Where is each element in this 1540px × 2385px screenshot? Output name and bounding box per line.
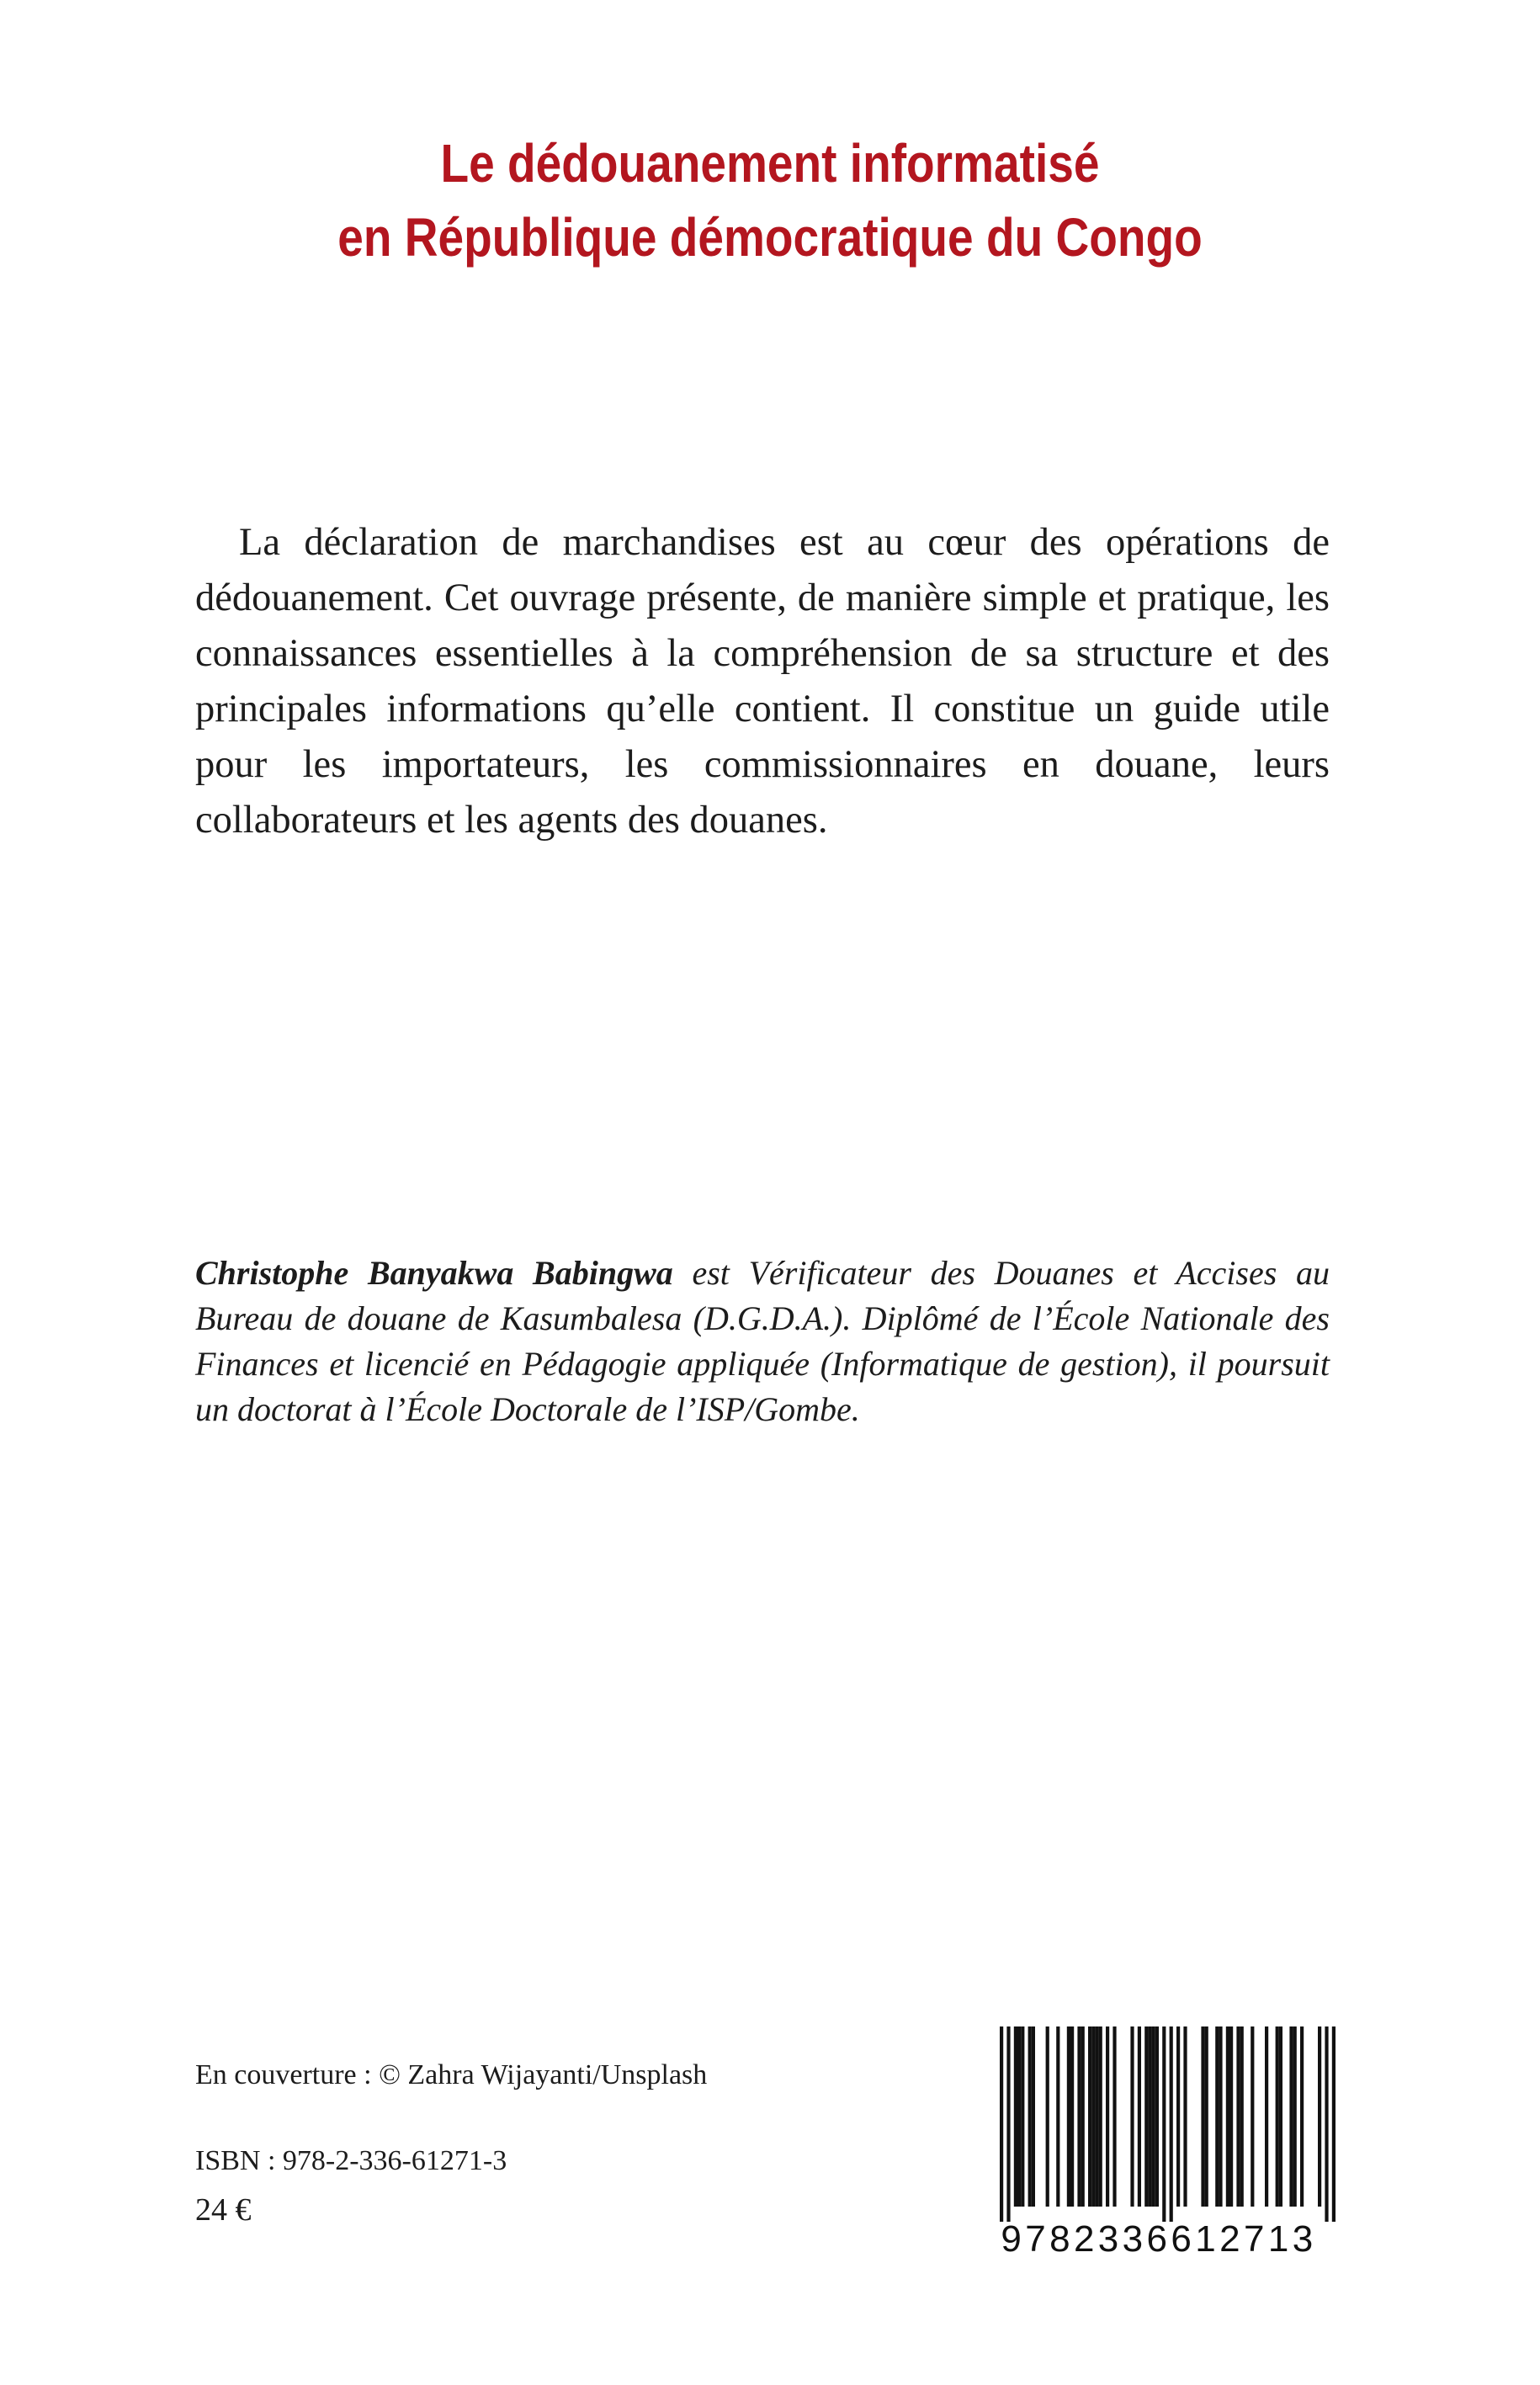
barcode-bar: [1215, 2026, 1219, 2207]
barcode-bar: [1276, 2026, 1279, 2207]
barcode-bar: [1251, 2026, 1254, 2207]
barcode-bar: [1155, 2026, 1159, 2207]
barcode-bar: [1106, 2026, 1109, 2207]
barcode-bar: [1014, 2026, 1017, 2207]
cover-photo-credit: En couverture : © Zahra Wijayanti/Unsplash: [195, 2059, 708, 2090]
barcode-bar: [1028, 2026, 1032, 2207]
barcode-bar: [1130, 2026, 1134, 2207]
barcode-bar: [1091, 2026, 1095, 2207]
barcode-bar: [1070, 2026, 1074, 2207]
barcode-bar: [1081, 2026, 1085, 2207]
barcode-bar: [1318, 2026, 1321, 2207]
barcode-bar: [1162, 2026, 1166, 2222]
barcode-bar: [1046, 2026, 1049, 2207]
barcode-bar: [1077, 2026, 1081, 2207]
price: 24 €: [195, 2192, 252, 2228]
book-summary: La déclaration de marchandises est au cœur des opérations de dédouanement. Cet ouvrage présente, de manière simple et pratique, les connaissances essentielles à la compréhension de sa structure et des principales informations qu’elle contient. Il constitue un guide utile pour les importateurs, les commissionnaires en douane, leurs collaborateurs et les agents des douanes.: [195, 521, 1330, 842]
barcode-bar: [1176, 2026, 1180, 2207]
barcode-bar: [1236, 2026, 1240, 2207]
barcode-bar: [1006, 2026, 1010, 2222]
barcode-bar: [1144, 2026, 1148, 2207]
author-bio: [195, 1251, 1330, 1432]
barcode-bar: [1148, 2026, 1151, 2207]
barcode-bar: [1138, 2026, 1141, 2207]
barcode-bar: [1032, 2026, 1035, 2207]
book-title-line-2: en République démocratique du Congo: [337, 207, 1203, 268]
barcode-bar: [1332, 2026, 1336, 2222]
author-name: Christophe Banyakwa Babingwa: [195, 1254, 673, 1292]
barcode-bar: [1300, 2026, 1304, 2207]
barcode-digits: 9782336612713: [1001, 2218, 1317, 2260]
barcode-bar: [1205, 2026, 1208, 2207]
book-title-line-1: Le dédouanement informatisé: [440, 133, 1100, 194]
barcode-bar: [1201, 2026, 1204, 2207]
author-bio-text: est Vérificateur des Douanes et Accises au Bureau de douane de Kasumbalesa (D.G.D.A.). Diplômé de l’École Nationale des Finances et licencié en Pédagogie appliquée (Informatique de gestion), il poursuit un doctorat à l’École Doctorale de l’ISP/Gombe.: [195, 1254, 1330, 1428]
barcode-bar: [1219, 2026, 1222, 2207]
barcode-bar: [1021, 2026, 1024, 2207]
barcode-bar: [1240, 2026, 1244, 2207]
barcode-bar: [1017, 2026, 1021, 2207]
barcode-bar: [1229, 2026, 1233, 2207]
barcode-bar: [1279, 2026, 1282, 2207]
barcode-bar: [1289, 2026, 1293, 2207]
barcode-bars: [974, 2026, 1343, 2222]
barcode-bar: [1152, 2026, 1155, 2207]
book-title: [108, 126, 1432, 274]
isbn: ISBN : 978-2-336-61271-3: [195, 2145, 507, 2176]
barcode-bar: [1056, 2026, 1059, 2207]
barcode-bar: [1088, 2026, 1091, 2207]
barcode-bar: [1170, 2026, 1173, 2222]
barcode: [974, 2026, 1343, 2262]
barcode-bar: [1099, 2026, 1102, 2207]
barcode-bar: [1265, 2026, 1268, 2207]
barcode-bar: [1000, 2026, 1003, 2222]
barcode-bar: [1226, 2026, 1229, 2207]
barcode-bar: [1067, 2026, 1070, 2207]
barcode-bar: [1183, 2026, 1187, 2207]
barcode-bar: [1095, 2026, 1098, 2207]
barcode-bar: [1293, 2026, 1297, 2207]
barcode-bar: [1113, 2026, 1116, 2207]
barcode-bar: [1325, 2026, 1328, 2222]
